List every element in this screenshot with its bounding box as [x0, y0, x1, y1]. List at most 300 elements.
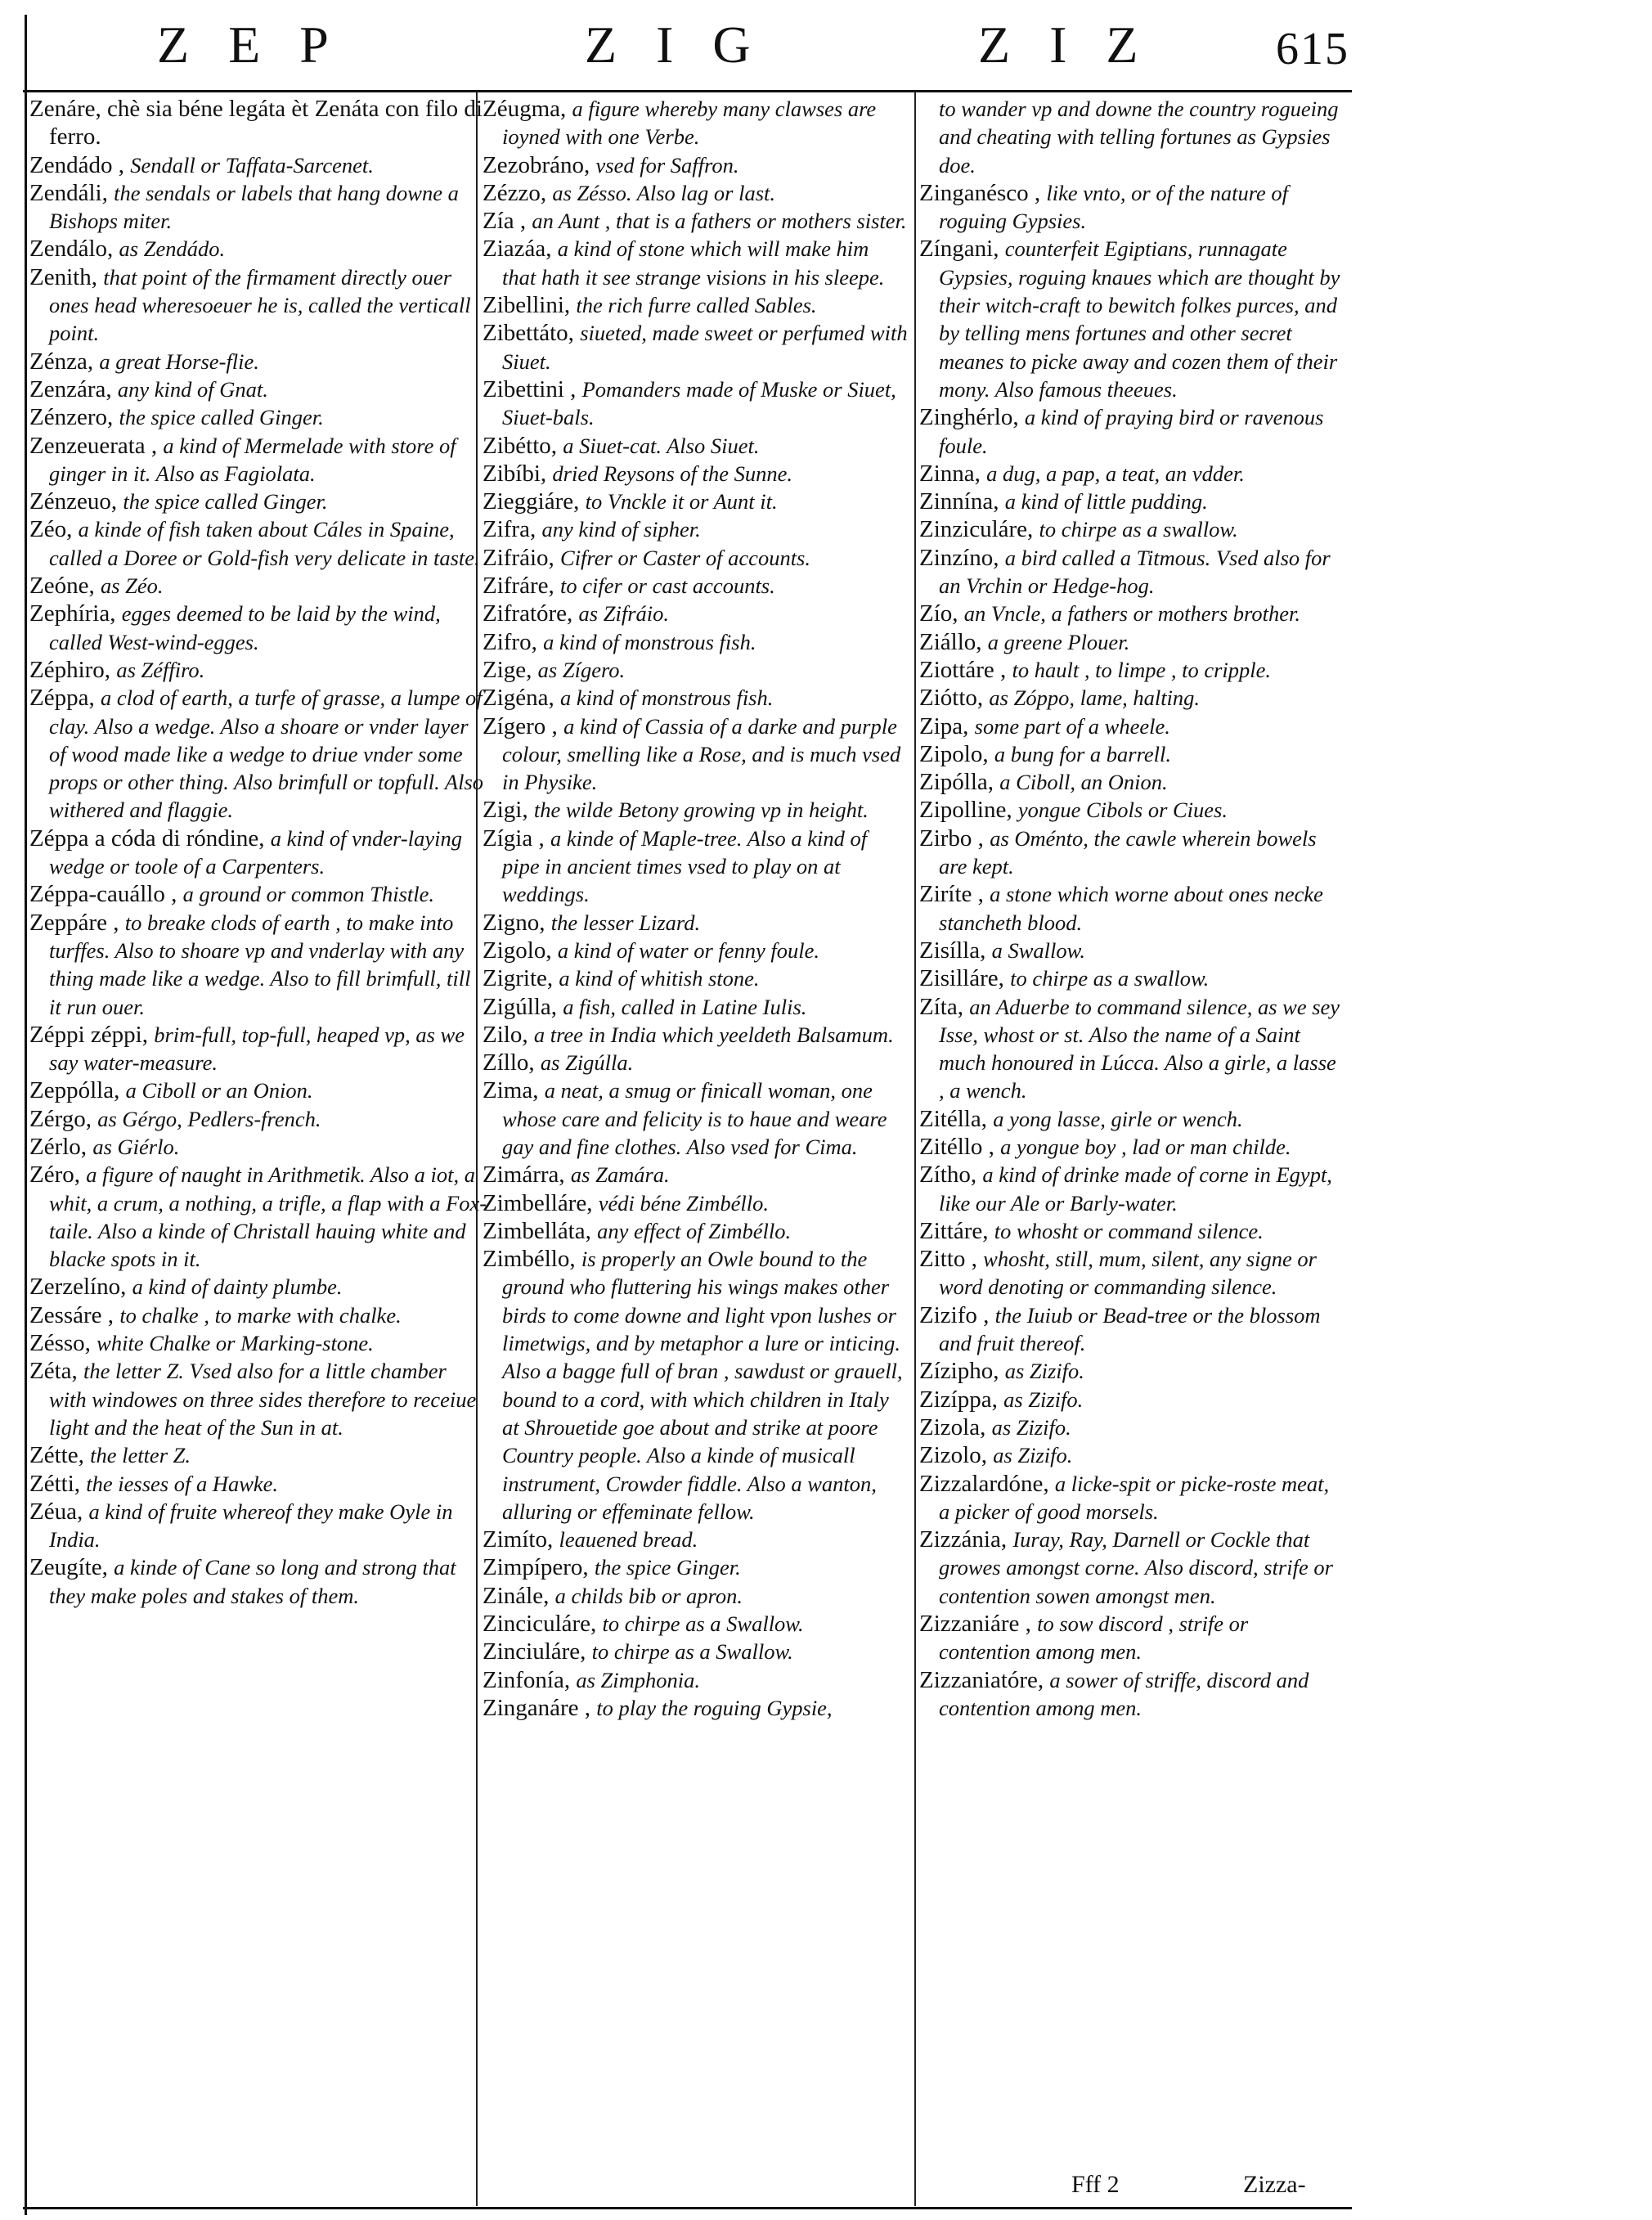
entry-definition: a stone which worne about ones necke stancheth blood. — [939, 882, 1323, 935]
dictionary-entry — [483, 628, 908, 656]
entry-headword: Zéppa, — [29, 685, 101, 712]
entry-headword: Zinghérlo, — [919, 404, 1025, 431]
entry-headword: Zifratóre, — [483, 600, 579, 627]
dictionary-entry — [29, 488, 487, 515]
entry-definition: Pomanders made of Muske or Siuet, Siuet-bals. — [502, 376, 896, 430]
entry-headword: Zigéna, — [483, 685, 561, 712]
entry-definition: as Zendádo. — [119, 236, 226, 262]
entry-headword: Zenith, — [29, 263, 104, 290]
entry-definition: védi béne Zimbéllo. — [598, 1190, 769, 1216]
entry-definition: brim-full, top-full, heaped vp, as we say water-measure. — [49, 1022, 465, 1076]
dictionary-entry — [483, 375, 908, 432]
entry-definition: to chirpe as a Swallow. — [602, 1611, 804, 1637]
entry-headword: Zíta, — [919, 993, 970, 1020]
entry-definition: egges deemed to be laid by the wind, called West-wind-egges. — [49, 601, 441, 654]
entry-headword: Zifro, — [483, 628, 544, 655]
entry-definition: as Giérlo. — [92, 1134, 180, 1159]
dictionary-entry — [29, 432, 487, 488]
entry-headword: Zimíto, — [483, 1526, 559, 1553]
entry-definition: a kind of whitish stone. — [559, 966, 760, 991]
entry-definition: as Zimphonia. — [576, 1667, 701, 1692]
entry-headword: Zigúlla, — [483, 993, 563, 1020]
entry-headword: Ziótto, — [919, 685, 990, 712]
entry-headword: Zinfonía, — [483, 1666, 577, 1693]
entry-definition: the Iuiub or Bead-tree or the blossom and fruit thereof. — [939, 1302, 1321, 1356]
entry-headword: Zéro, — [29, 1162, 87, 1189]
dictionary-entry — [29, 235, 487, 263]
entry-definition: that point of the firmament directly ouer ones head wheresoeuer he is, called the verticall point. — [49, 264, 471, 346]
dictionary-entry — [483, 1189, 908, 1217]
entry-headword: Zízipho, — [919, 1358, 1005, 1385]
dictionary-entry — [29, 1076, 487, 1104]
dictionary-entry — [919, 460, 1344, 488]
entry-definition: as Zizifo. — [993, 1443, 1073, 1468]
signature-mark: Fff 2 — [1071, 2171, 1120, 2198]
dictionary-entry — [29, 403, 487, 431]
entry-definition: a kind of stone which will make him that hath it see strange visions in his sleepe. — [502, 236, 885, 290]
entry-definition: as Zizifo. — [991, 1414, 1071, 1440]
dictionary-entry — [919, 964, 1344, 992]
entry-headword: Zibettáto, — [483, 320, 581, 347]
column-middle — [483, 95, 908, 1722]
dictionary-entry — [919, 656, 1344, 684]
entry-definition: to breake clods of earth , to make into turffes. Also to shoare vp and vnderlay with any thing made like a wedge. Also to fill brimfull, till it run ouer. — [49, 910, 471, 1019]
entry-definition: a tree in India which yeeldeth Balsamum. — [533, 1022, 894, 1047]
entry-headword: Zígero , — [483, 712, 564, 739]
header-center: ZIG — [585, 16, 790, 74]
entry-definition: a kind of little pudding. — [1004, 489, 1208, 515]
entry-headword: Zinále, — [483, 1582, 555, 1609]
entry-headword: Zinciculáre, — [483, 1611, 603, 1638]
dictionary-entry — [919, 825, 1344, 881]
entry-definition: a kind of vnder-laying wedge or toole of a Carpenters. — [49, 825, 462, 879]
entry-headword: Ziazáa, — [483, 236, 558, 263]
entry-headword: Zérlo, — [29, 1133, 93, 1160]
entry-definition: as Zéo. — [100, 573, 164, 599]
entry-headword: Zifra, — [483, 516, 542, 543]
dictionary-entry — [29, 656, 487, 684]
dictionary-entry — [919, 993, 1344, 1105]
dictionary-entry — [29, 263, 487, 348]
entry-definition: a kinde of Cane so long and strong that they make poles and stakes of them. — [49, 1555, 456, 1608]
entry-definition: the rich furre called Sables. — [576, 293, 817, 318]
entry-definition: siueted, made sweet or perfumed with Siuet. — [502, 321, 908, 374]
left-border-rule — [25, 15, 27, 2215]
entry-definition: as Zigúlla. — [540, 1050, 634, 1076]
entry-definition: Sendall or Taffata-Sarcenet. — [130, 152, 374, 178]
dictionary-entry — [29, 179, 487, 236]
entry-headword: Zima, — [483, 1077, 545, 1104]
dictionary-entry — [919, 515, 1344, 543]
dictionary-entry — [919, 1217, 1344, 1245]
entry-headword: Zenzeuerata , — [29, 432, 164, 459]
dictionary-entry — [483, 600, 908, 627]
entry-definition: the spice called Ginger. — [119, 405, 324, 430]
entry-headword: Zéugma, — [483, 96, 572, 122]
entry-headword: Zimbelláta, — [483, 1217, 598, 1244]
entry-headword: Zéppa-cauállo , — [29, 881, 183, 908]
entry-headword: Ziállo, — [919, 628, 988, 655]
dictionary-entry — [483, 151, 908, 179]
entry-headword: Zipolline, — [919, 797, 1018, 824]
entry-definition: the spice Ginger. — [594, 1555, 741, 1580]
dictionary-entry — [919, 1470, 1344, 1526]
entry-definition: dried Reysons of the Sunne. — [552, 461, 793, 486]
catchword: Zizza- — [1243, 2171, 1306, 2198]
dictionary-entry — [919, 95, 1344, 179]
entry-headword: Zinciuláre, — [483, 1638, 592, 1665]
entry-headword: Zizzaniatóre, — [919, 1666, 1050, 1693]
entry-definition: a kind of Mermelade with store of ginger in it. Also as Fagiolata. — [49, 433, 456, 486]
entry-headword: Zimbelláre, — [483, 1189, 599, 1216]
dictionary-entry — [919, 1441, 1344, 1469]
entry-definition: vsed for Saffron. — [595, 152, 739, 178]
entry-headword: Zibellini, — [483, 292, 577, 319]
dictionary-entry — [483, 1638, 908, 1665]
entry-definition: a ground or common Thistle. — [182, 882, 435, 907]
dictionary-entry — [919, 1301, 1344, 1358]
entry-headword: Zézzo, — [483, 179, 553, 206]
entry-headword: Zérgo, — [29, 1105, 98, 1132]
entry-definition: a kinde of fish taken about Cáles in Spaine, called a Doree or Gold-fish very delicate in taste. — [49, 517, 480, 570]
entry-definition: any kind of sipher. — [541, 517, 701, 542]
dictionary-entry — [29, 1161, 487, 1273]
entry-definition: as Gérgo, Pedlers-french. — [97, 1106, 321, 1131]
dictionary-entry — [919, 1386, 1344, 1413]
dictionary-entry — [29, 1133, 487, 1161]
entry-headword: Zétti, — [29, 1470, 87, 1497]
entry-headword: Zéphiro, — [29, 656, 117, 683]
entry-headword: Zétte, — [29, 1442, 91, 1469]
dictionary-entry — [483, 937, 908, 964]
entry-headword: Zía , — [483, 208, 532, 235]
entry-headword: Zigno, — [483, 909, 551, 936]
entry-headword: Zinnína, — [919, 488, 1005, 515]
column-left — [29, 95, 487, 1610]
entry-definition: a greene Plouer. — [987, 629, 1130, 654]
dictionary-entry — [483, 319, 908, 375]
dictionary-entry — [483, 684, 908, 712]
entry-headword: Zibíbi, — [483, 460, 553, 487]
entry-headword: Zíngani, — [919, 236, 1005, 263]
entry-headword: Zizola, — [919, 1413, 992, 1440]
entry-definition: a fish, called in Latine Iulis. — [563, 994, 807, 1019]
entry-definition: a kind of monstrous fish. — [560, 685, 774, 711]
entry-definition: a figure whereby many clawses are ioyned with one Verbe. — [502, 97, 877, 150]
entry-headword: Zerzelíno, — [29, 1274, 132, 1301]
dictionary-entry — [29, 151, 487, 179]
entry-headword: Zéppa a códa di róndine, — [29, 825, 271, 852]
entry-headword: Zitto , — [919, 1246, 984, 1273]
entry-definition: whosht, still, mum, silent, any signe or word denoting or commanding silence. — [939, 1247, 1317, 1300]
column-right — [919, 95, 1344, 1722]
entry-headword: Zígia , — [483, 825, 550, 852]
entry-headword: Zeóne, — [29, 573, 101, 600]
dictionary-entry — [483, 1217, 908, 1245]
entry-headword: Zeppáre , — [29, 909, 125, 936]
entry-definition: a kind of monstrous fish. — [543, 629, 756, 654]
dictionary-entry — [919, 1133, 1344, 1161]
dictionary-entry — [29, 684, 487, 824]
entry-headword: Zizzalardóne, — [919, 1470, 1055, 1497]
entry-headword: Zimpípero, — [483, 1554, 595, 1581]
entry-headword: Zéppi zéppi, — [29, 1021, 155, 1048]
dictionary-entry — [29, 348, 487, 375]
entry-definition: a figure of naught in Arithmetik. Also a iot, a whit, a crum, a nothing, a trifle, a flap with a Fox-taile. Also a kinde of Christall hauing white and blacke spots in it. — [49, 1162, 487, 1272]
entry-headword: Zésso, — [29, 1330, 97, 1357]
entry-headword: Zinganésco , — [919, 179, 1047, 206]
dictionary-entry — [29, 880, 487, 908]
dictionary-entry — [919, 488, 1344, 515]
dictionary-entry — [483, 432, 908, 460]
entry-headword: Zipólla, — [919, 769, 1000, 796]
dictionary-entry — [919, 628, 1344, 656]
entry-definition: a childs bib or apron. — [554, 1583, 743, 1608]
entry-definition: a kinde of Maple-tree. Also a kind of pipe in ancient times vsed to play on at weddings. — [502, 825, 868, 907]
entry-headword: Zephíria, — [29, 600, 122, 627]
header-rule — [23, 90, 1352, 92]
entry-definition: as Zamára. — [570, 1162, 670, 1188]
dictionary-entry — [483, 235, 908, 291]
entry-definition: a yong lasse, girle or wench. — [993, 1106, 1243, 1131]
entry-definition: Iuray, Ray, Darnell or Cockle that growes amongst corne. Also discord, strife or contention sowen amongst men. — [939, 1527, 1333, 1608]
entry-headword: Zizzánia, — [919, 1526, 1013, 1553]
column-divider-2 — [914, 92, 916, 2206]
entry-definition: is properly an Owle bound to the ground who fluttering his wings makes other birds to come downe and light vpon lushes or limetwigs, and by metaphor a lure or inticing. Also a bagge full of bran , sawdust or grauell, bound to a cord, with which children in Italy at Shrouetide goe about and strike at poore Country people. Also a kinde of musicall instrument, Crowder fiddle. Also a wanton, alluring or effeminate fellow. — [502, 1247, 903, 1524]
entry-definition: a Siuet-cat. Also Siuet. — [563, 433, 760, 458]
entry-definition: as Zésso. Also lag or last. — [552, 180, 776, 205]
entry-definition: to whosht or command silence. — [994, 1218, 1264, 1243]
dictionary-entry — [483, 1049, 908, 1076]
dictionary-entry — [919, 403, 1344, 460]
entry-headword: Zigrite, — [483, 965, 559, 992]
entry-definition: to chirpe as a swallow. — [1039, 517, 1238, 542]
dictionary-entry — [483, 1076, 908, 1161]
dictionary-entry — [919, 937, 1344, 964]
dictionary-entry — [29, 1470, 487, 1498]
entry-definition: a Swallow. — [991, 937, 1085, 963]
dictionary-entry — [29, 1441, 487, 1469]
entry-headword: Zénza, — [29, 348, 100, 375]
dictionary-entry — [919, 684, 1344, 712]
entry-headword: Zitélla, — [919, 1105, 994, 1132]
entry-headword: Zilo, — [483, 1021, 534, 1048]
dictionary-entry — [29, 95, 487, 151]
entry-definition: to cifer or cast accounts. — [560, 573, 775, 599]
entry-definition: a yongue boy , lad or man childe. — [1000, 1134, 1291, 1159]
entry-headword: Zéua, — [29, 1498, 89, 1525]
entry-definition: any effect of Zimbéllo. — [597, 1218, 792, 1243]
entry-definition: a Ciboll or an Onion. — [125, 1078, 313, 1103]
dictionary-entry — [29, 825, 487, 881]
entry-definition: as Zizifo. — [1003, 1386, 1084, 1412]
entry-definition: a great Horse-flie. — [99, 348, 259, 374]
entry-definition: to chalke , to marke with chalke. — [119, 1302, 402, 1328]
dictionary-entry — [483, 1021, 908, 1049]
entry-headword: Zige, — [483, 656, 538, 683]
header-right: ZIZ — [978, 16, 1178, 74]
entry-headword: Zío, — [919, 600, 964, 627]
entry-definition: like vnto, or of the nature of roguing Gypsies. — [939, 180, 1289, 234]
dictionary-entry — [29, 1105, 487, 1133]
entry-headword: Zigi, — [483, 797, 534, 824]
dictionary-entry — [919, 712, 1344, 740]
entry-definition: yongue Cibols or Ciues. — [1017, 798, 1228, 823]
dictionary-entry — [29, 1329, 487, 1357]
dictionary-entry — [483, 656, 908, 684]
dictionary-entry — [29, 1357, 487, 1441]
bottom-border-rule — [23, 2207, 1352, 2209]
entry-definition: to hault , to limpe , to cripple. — [1012, 657, 1272, 682]
dictionary-entry — [29, 600, 487, 656]
entry-definition: to play the roguing Gypsie, — [596, 1695, 833, 1720]
entry-headword: Zéta, — [29, 1358, 84, 1385]
dictionary-entry — [483, 1553, 908, 1581]
entry-headword: Zibettini , — [483, 375, 582, 402]
entry-headword: Zieggiáre, — [483, 488, 586, 515]
dictionary-entry — [483, 1161, 908, 1189]
dictionary-entry — [29, 1021, 487, 1077]
entry-definition: as Zifráio. — [578, 601, 669, 627]
entry-definition: any kind of Gnat. — [117, 376, 268, 402]
entry-headword: Zénzero, — [29, 404, 119, 431]
dictionary-entry — [919, 740, 1344, 768]
dictionary-entry — [29, 909, 487, 1021]
entry-definition: to chirpe as a Swallow. — [591, 1639, 793, 1665]
dictionary-entry — [919, 1357, 1344, 1385]
entry-definition: the lesser Lizard. — [550, 910, 701, 935]
entry-definition: a dug, a pap, a teat, an vdder. — [986, 461, 1245, 486]
entry-headword: Zinna, — [919, 460, 987, 487]
entry-definition: a kind of fruite whereof they make Oyle in India. — [49, 1499, 453, 1553]
dictionary-entry — [29, 515, 487, 572]
entry-definition: as Zéffiro. — [116, 657, 205, 682]
dictionary-entry — [29, 1273, 487, 1301]
entry-headword: Zítho, — [919, 1162, 983, 1189]
entry-headword: Zigolo, — [483, 937, 558, 964]
entry-definition: counterfeit Egiptians, runnagate Gypsies, roguing knaues which are thought by their witch-craft to bewitch folkes purces, and by telling mens fortunes and other secret meanes to picke away and cozen them of their mony. Also famous theeues. — [939, 236, 1340, 402]
entry-headword: Zimárra, — [483, 1162, 571, 1189]
entry-headword: Zénzeuo, — [29, 488, 123, 515]
dictionary-entry — [483, 572, 908, 600]
entry-definition: a kind of Cassia of a darke and purple colour, smelling like a Rose, and is much vsed in Physike. — [502, 713, 901, 795]
dictionary-entry — [483, 544, 908, 572]
dictionary-entry — [919, 1610, 1344, 1666]
entry-headword: Zinziculáre, — [919, 516, 1039, 543]
entry-definition: the spice called Ginger. — [123, 489, 328, 515]
dictionary-entry — [919, 179, 1344, 236]
entry-headword: Zendáli, — [29, 179, 114, 206]
dictionary-entry — [919, 768, 1344, 796]
entry-headword: Zifráre, — [483, 573, 560, 600]
dictionary-entry — [483, 515, 908, 543]
dictionary-entry — [919, 880, 1344, 937]
dictionary-entry — [919, 1413, 1344, 1441]
dictionary-entry — [483, 179, 908, 207]
entry-definition: some part of a wheele. — [974, 713, 1170, 739]
dictionary-entry — [29, 375, 487, 403]
entry-definition: an Aduerbe to command silence, as we sey Isse, whost or st. Also the name of a Saint much honoured in Lúcca. Also a girle, a lasse , a wench. — [939, 994, 1340, 1103]
dictionary-entry — [483, 1582, 908, 1610]
dictionary-entry — [483, 95, 908, 151]
dictionary-entry — [483, 964, 908, 992]
page-number: 615 — [1276, 24, 1349, 74]
entry-definition: a bird called a Titmous. Vsed also for an Vrchin or Hedge-hog. — [939, 545, 1331, 599]
entry-headword: Zimbéllo, — [483, 1246, 581, 1273]
dictionary-entry — [483, 825, 908, 909]
entry-definition: a sower of striffe, discord and contention among men. — [939, 1667, 1309, 1720]
entry-definition: a clod of earth, a turfe of grasse, a lumpe of clay. Also a wedge. Also a shoare or vnder layer of wood made like a wedge to driue vnder some props or other thing. Also brimfull or topfull. Also withered and flaggie. — [49, 685, 484, 823]
entry-headword: Zipa, — [919, 712, 975, 739]
entry-definition: an Aunt , that is a fathers or mothers sister. — [532, 209, 907, 234]
entry-definition: a bung for a barrell. — [994, 741, 1172, 766]
entry-headword: Zipolo, — [919, 740, 994, 767]
dictionary-entry — [483, 909, 908, 937]
entry-headword: Zendálo, — [29, 236, 119, 263]
entry-definition: as Zóppo, lame, halting. — [989, 685, 1201, 711]
dictionary-entry — [919, 796, 1344, 824]
entry-definition: Cifrer or Caster of accounts. — [560, 545, 810, 570]
entry-headword: Zendádo , — [29, 151, 131, 178]
entry-definition: as Zizifo. — [1004, 1359, 1084, 1384]
entry-headword: Zíllo, — [483, 1049, 541, 1076]
entry-definition: a Ciboll, an Onion. — [999, 770, 1168, 795]
entry-headword: Zisílla, — [919, 937, 992, 964]
dictionary-entry — [483, 1526, 908, 1553]
dictionary-entry — [919, 1105, 1344, 1133]
entry-headword: Zitéllo , — [919, 1133, 1001, 1160]
entry-headword: Zibétto, — [483, 432, 563, 459]
entry-definition: a kind of praying bird or ravenous foule. — [939, 405, 1324, 458]
entry-headword: Zizzaniáre , — [919, 1611, 1038, 1638]
entry-definition: as Zígero. — [537, 657, 626, 682]
entry-definition: to wander vp and downe the country rogueing and cheating with telling fortunes as Gypsies doe. — [939, 97, 1339, 178]
dictionary-entry — [483, 1610, 908, 1638]
dictionary-entry — [483, 1245, 908, 1526]
entry-definition: the letter Z. Vsed also for a little chamber with windowes on three sides therefore to receiue light and the heat of the Sun in at. — [49, 1359, 477, 1440]
dictionary-entry — [29, 1553, 487, 1610]
entry-definition: the sendals or labels that hang downe a Bishops miter. — [49, 180, 459, 234]
dictionary-entry — [483, 796, 908, 824]
entry-headword: Zinzíno, — [919, 544, 1005, 571]
dictionary-entry — [483, 207, 908, 235]
dictionary-entry — [29, 572, 487, 600]
entry-headword: Ziottáre , — [919, 656, 1012, 683]
entry-headword: Zizifo , — [919, 1301, 995, 1328]
entry-headword: Zifráio, — [483, 544, 561, 571]
entry-definition: the iesses of a Hawke. — [86, 1471, 279, 1496]
dictionary-entry — [483, 1694, 908, 1722]
dictionary-entry — [919, 600, 1344, 627]
entry-headword: Zéo, — [29, 516, 79, 543]
entry-headword: Zezobráno, — [483, 151, 596, 178]
dictionary-entry — [483, 291, 908, 319]
entry-headword: Zisilláre, — [919, 965, 1011, 992]
entry-definition: a licke-spit or picke-roste meat, a picker of good morsels. — [939, 1471, 1330, 1524]
entry-headword: Zenzára, — [29, 375, 118, 402]
entry-definition: a neat, a smug or finicall woman, one whose care and felicity is to haue and weare gay and fine clothes. Also vsed for Cima. — [502, 1078, 887, 1159]
entry-headword: Zinganáre , — [483, 1694, 597, 1721]
dictionary-entry — [483, 460, 908, 488]
entry-definition: white Chalke or Marking-stone. — [97, 1331, 374, 1356]
entry-definition: the letter Z. — [90, 1443, 191, 1468]
dictionary-entry — [29, 1498, 487, 1554]
entry-headword: Zizíppa, — [919, 1386, 1004, 1413]
entry-headword: Zirbo , — [919, 825, 990, 852]
entry-definition: a kind of water or fenny foule. — [557, 937, 820, 963]
dictionary-entry — [919, 1245, 1344, 1301]
entry-definition: the wilde Betony growing vp in height. — [533, 798, 869, 823]
